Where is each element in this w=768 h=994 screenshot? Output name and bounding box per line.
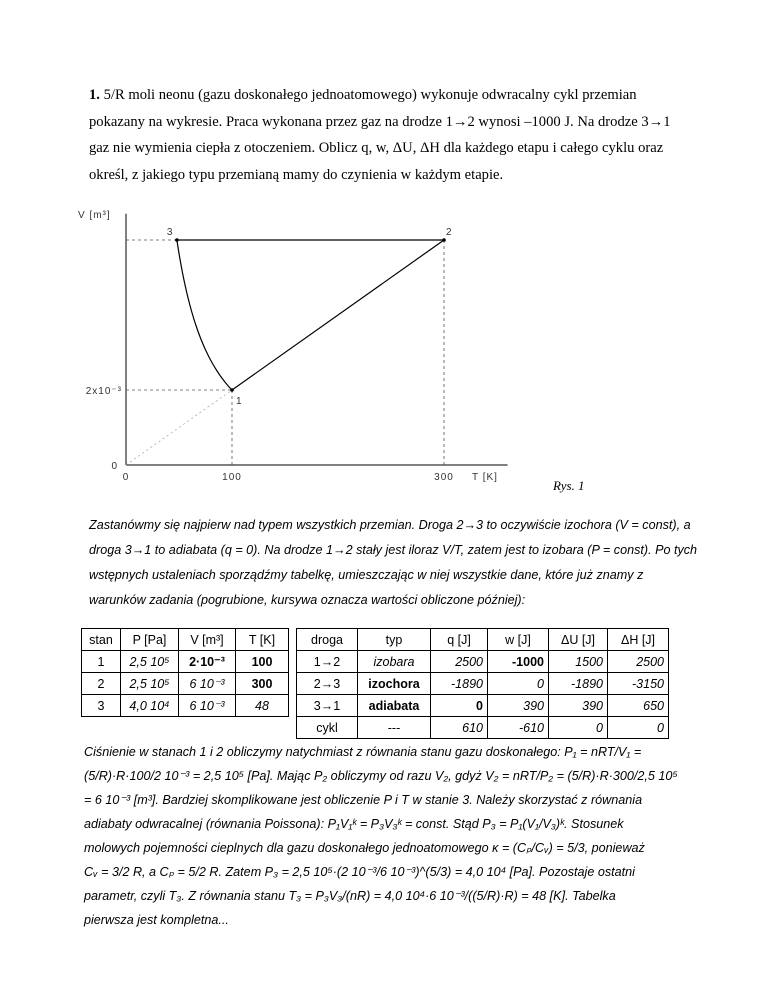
paths-header: typ (358, 629, 431, 651)
paragraph-intro: Zastanówmy się najpierw nad typem wszystkich przemian. Droga 2→3 to oczywiście izochora (V = const), a droga 3→1 to adiabata (q = 0). Na drodze 1→2 stały jest iloraz V/T, zatem jest to izobara (P = const). Po tych wstępnych ustaleniach sporządźmy tabelkę, umieszczając w niej wszystkie dane, które już znamy z warunków zadania (pogrubione, kursywa oznacza wartości obliczone później): (89, 518, 698, 607)
paths-header: ΔU [J] (549, 629, 608, 651)
state-point-label: 1 (236, 396, 243, 407)
calc-line-2: (5/R)·R·100/2 10⁻³ = 2,5 10⁵ [Pa]. Mając P₂ obliczymy od razu V₂, gdyż V₂ = nRT/P₂ = (5/R)·R·300/2,5 10⁵ (84, 769, 678, 783)
paths-cell: 1500 (549, 651, 608, 673)
paths-cell: -3150 (608, 673, 669, 695)
paths-cell: 650 (608, 695, 669, 717)
paths-cell: 0 (488, 673, 549, 695)
paths-row (297, 673, 669, 695)
calc-line-5: molowych pojemności cieplnych dla gazu doskonałego jednoatomowego κ = (Cₚ/Cᵥ) = 5/3, ponieważ (84, 841, 645, 855)
paths-cell: adiabata (358, 695, 431, 717)
state-point (175, 238, 179, 242)
paragraph-calculation (84, 740, 714, 932)
states-cell: 6 10⁻³ (179, 673, 236, 695)
paths-cell: 1→2 (297, 651, 358, 673)
states-cell: 3 (82, 695, 121, 717)
paths-cell: -1000 (488, 651, 549, 673)
states-cell: 2,5 10⁵ (121, 651, 179, 673)
paths-row (297, 695, 669, 717)
paths-cell: 0 (549, 717, 608, 739)
states-header: stan (82, 629, 121, 651)
paths-cell: 0 (608, 717, 669, 739)
states-header: P [Pa] (121, 629, 179, 651)
paths-cell: 2500 (608, 651, 669, 673)
states-cell: 4,0 10⁴ (121, 695, 179, 717)
paths-cell: 390 (549, 695, 608, 717)
calc-line-7: parametr, czyli T₃. Z równania stanu T₃ = P₃V₃/(nR) = 4,0 10⁴·6 10⁻³/((5/R)·R) = 48 [K]. Tabelka (84, 889, 616, 903)
calc-line-6: Cᵥ = 3/2 R, a Cₚ = 5/2 R. Zatem P₃ = 2,5 10⁵·(2 10⁻³/6 10⁻³)^(5/3) = 4,0 10⁴ [Pa]. Pozostaje ostatni (84, 865, 635, 879)
paths-header: q [J] (431, 629, 488, 651)
state-point-label: 3 (166, 227, 174, 238)
paths-cell: 3→1 (297, 695, 358, 717)
states-table (81, 628, 289, 717)
y-tick-label: 0 (111, 461, 118, 472)
paths-header: w [J] (488, 629, 549, 651)
cycle-path-3-1 (177, 240, 232, 390)
paths-cell: izobara (358, 651, 431, 673)
states-header: T [K] (236, 629, 289, 651)
problem-number: 1. (89, 87, 100, 103)
paths-header: droga (297, 629, 358, 651)
states-row (82, 673, 289, 695)
states-cell: 2·10⁻³ (179, 651, 236, 673)
calc-line-4: adiabaty odwracalnej (równania Poissona): P₁V₁ᵏ = P₃V₃ᵏ = const. Stąd P₃ = P₁(V₁/V₃)ᵏ. Stosunek (84, 817, 624, 831)
calc-line-3: = 6 10⁻³ [m³]. Bardziej skomplikowane jest obliczenie P i T w stanie 3. Należy skorzystać z równania (84, 793, 643, 807)
x-axis-label: T [K] (472, 472, 498, 483)
states-header: V [m³] (179, 629, 236, 651)
paths-row (297, 651, 669, 673)
paths-cell: izochora (358, 673, 431, 695)
states-row (82, 651, 289, 673)
states-cell: 6 10⁻³ (179, 695, 236, 717)
paths-cell: 0 (431, 695, 488, 717)
state-point (442, 238, 446, 242)
paths-cell: 2500 (431, 651, 488, 673)
guide-line (126, 390, 232, 465)
y-tick-label: 2x10⁻³ (85, 386, 122, 397)
paths-row (297, 717, 669, 739)
states-row (82, 695, 289, 717)
cycle-path-1-2 (232, 240, 444, 390)
x-tick-label: 100 (222, 472, 242, 483)
states-cell: 1 (82, 651, 121, 673)
calc-line-1: Ciśnienie w stanach 1 i 2 obliczymy natychmiast z równania stanu gazu doskonałego: P₁ = nRT/V₁ = (84, 745, 642, 759)
states-cell: 48 (236, 695, 289, 717)
states-cell: 2,5 10⁵ (121, 673, 179, 695)
problem-text: 5/R moli neonu (gazu doskonałego jednoatomowego) wykonuje odwracalny cykl przemian pokazany na wykresie. Praca wykonana przez gaz na drodze 1→2 wynosi –1000 J. Na drodze 3→1 gaz nie wymienia ciepła z otoczeniem. Oblicz q, w, ΔU, ΔH dla każdego etapu i całego cyklu oraz określ, z jakiego typu przemianą mamy do czynienia w każdym etapie. (89, 87, 671, 183)
states-cell: 2 (82, 673, 121, 695)
x-tick-label: 300 (434, 472, 454, 483)
y-axis-label: V [m³] (78, 210, 111, 221)
paths-cell: cykl (297, 717, 358, 739)
paths-cell: -1890 (549, 673, 608, 695)
states-cell: 300 (236, 673, 289, 695)
paths-cell: -610 (488, 717, 549, 739)
states-cell: 100 (236, 651, 289, 673)
paths-cell: 390 (488, 695, 549, 717)
calc-line-8: pierwsza jest kompletna... (84, 913, 229, 927)
paths-cell: --- (358, 717, 431, 739)
paths-cell: -1890 (431, 673, 488, 695)
state-point (230, 388, 234, 392)
state-point-label: 2 (446, 227, 453, 238)
x-tick-label: 0 (122, 472, 130, 483)
figure-caption: Rys. 1 (553, 478, 585, 493)
paths-header: ΔH [J] (608, 629, 669, 651)
paths-cell: 2→3 (297, 673, 358, 695)
paths-table (296, 628, 669, 739)
paths-cell: 610 (431, 717, 488, 739)
